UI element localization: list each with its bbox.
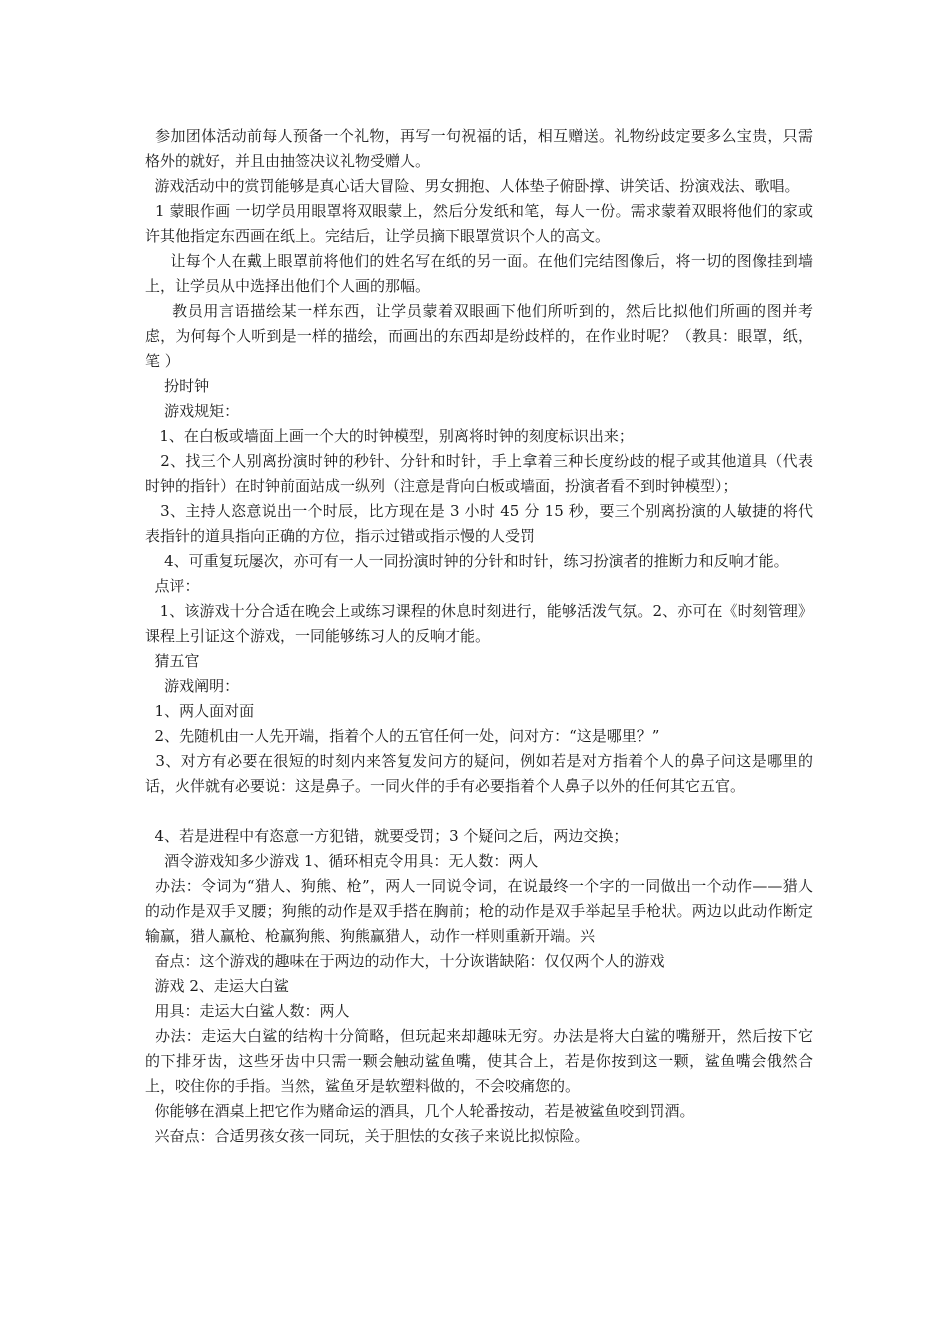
list-item: 1、在白板或墙面上画一个大的时钟模型，别离将时钟的刻度标识出来；	[145, 427, 634, 445]
heading-game-rules: 游戏规矩：	[145, 402, 240, 420]
list-item: 1、两人面对面	[145, 702, 255, 720]
paragraph-fun-point-1: 奋点：这个游戏的趣味在于两边的动作大，十分诙谐缺陷：仅仅两个人的游戏	[145, 952, 665, 970]
list-item: 2、先随机由一人先开端，指着个人的五官任何一处，问对方：“这是哪里？”	[145, 727, 660, 745]
paragraph-shark-equipment: 用具：走运大白鲨人数：两人	[145, 1002, 350, 1020]
heading-drinking-games: 酒令游戏知多少游戏 1、循环相克令用具：无人数：两人	[145, 852, 539, 870]
paragraph-blindfold-discussion: 教员用言语描绘某一样东西，让学员蒙着双眼画下他们所听到的，然后比拟他们所画的图并考虑，为何每个人听到是一样的描绘，而画出的东西却是纷歧样的，在作业时呢？（教具：眼罩，纸，笔 ）	[145, 302, 814, 370]
paragraph-shark-drinking: 你能够在酒桌上把它作为赌命运的酒具，几个人轮番按动，若是被鲨鱼咬到罚酒。	[145, 1102, 695, 1120]
paragraph-shark-method: 办法：走运大白鲨的结构十分简略，但玩起来却趣味无穷。办法是将大白鲨的嘴掰开，然后按下它的下排牙齿，这些牙齿中只需一颗会触动鲨鱼嘴，使其合上，若是你按到这一颗，鲨鱼嘴会俄然合上，咬住你的手指。当然，鲨鱼牙是软塑料做的，不会咬痛您的。	[145, 1027, 813, 1095]
heading-lucky-shark: 游戏 2、走运大白鲨	[145, 977, 289, 995]
list-item: 3、对方有必要在很短的时刻内来答复发问方的疑问，例如若是对方指着个人的鼻子问这是哪里的话，火伴就有必要说：这是鼻子。一同火伴的手有必要指着个人鼻子以外的任何其它五官。	[145, 752, 813, 795]
heading-guess-features: 猜五官	[145, 652, 200, 670]
list-item: 4、可重复玩屡次，亦可有一人一同扮演时钟的分针和时针，练习扮演者的推断力和反响才能。	[145, 552, 789, 570]
heading-game-instructions: 游戏阐明：	[145, 677, 240, 695]
paragraph-fun-point-2: 兴奋点：合适男孩女孩一同玩，关于胆怯的女孩子来说比拟惊险。	[145, 1127, 590, 1145]
blank-line	[145, 799, 813, 824]
list-item: 3、主持人恣意说出一个时辰，比方现在是 3 小时 45 分 15 秒，要三个别离扮演的人敏捷的将代表指针的道具指向正确的方位，指示过错或指示慢的人受罚	[145, 502, 813, 545]
list-item: 4、若是进程中有恣意一方犯错，就要受罚；3 个疑问之后，两边交换；	[145, 827, 629, 845]
heading-clock-game: 扮时钟	[145, 377, 210, 395]
paragraph-penalties: 游戏活动中的赏罚能够是真心话大冒险、男女拥抱、人体垫子俯卧撑、讲笑话、扮演戏法、歌唱。	[145, 177, 800, 195]
document-body	[145, 124, 813, 1149]
heading-comment: 点评：	[145, 577, 200, 595]
paragraph-gift-exchange: 参加团体活动前每人预备一个礼物，再写一句祝福的话，相互赠送。礼物纷歧定要多么宝贵，只需格外的就好，并且由抽签决议礼物受赠人。	[145, 127, 813, 170]
paragraph-blindfold-names: 让每个人在戴上眼罩前将他们的姓名写在纸的另一面。在他们完结图像后，将一切的图像挂到墙上，让学员从中选择出他们个人画的那幅。	[145, 252, 813, 295]
list-item: 2、找三个人别离扮演时钟的秒针、分针和时针，手上拿着三种长度纷歧的棍子或其他道具（代表时钟的指针）在时钟前面站成一纵列（注意是背向白板或墙面，扮演者看不到时钟模型）；	[145, 452, 813, 495]
paragraph-blindfold-drawing: 1 蒙眼作画 一切学员用眼罩将双眼蒙上，然后分发纸和笔，每人一份。需求蒙着双眼将他们的家或许其他指定东西画在纸上。完结后，让学员摘下眼罩赏识个人的高文。	[145, 202, 813, 245]
paragraph-comment: 1、该游戏十分合适在晚会上或练习课程的休息时刻进行，能够活泼气氛。2、亦可在《时刻管理》课程上引证这个游戏，一同能够练习人的反响才能。	[145, 602, 813, 645]
paragraph-hunter-bear-gun: 办法：令词为“猎人、狗熊、枪”，两人一同说令词，在说最终一个字的一同做出一个动作——猎人的动作是双手叉腰；狗熊的动作是双手搭在胸前；枪的动作是双手举起呈手枪状。两边以此动作断定输赢，猎人赢枪、枪赢狗熊、狗熊赢猎人，动作一样则重新开端。兴	[145, 877, 813, 945]
